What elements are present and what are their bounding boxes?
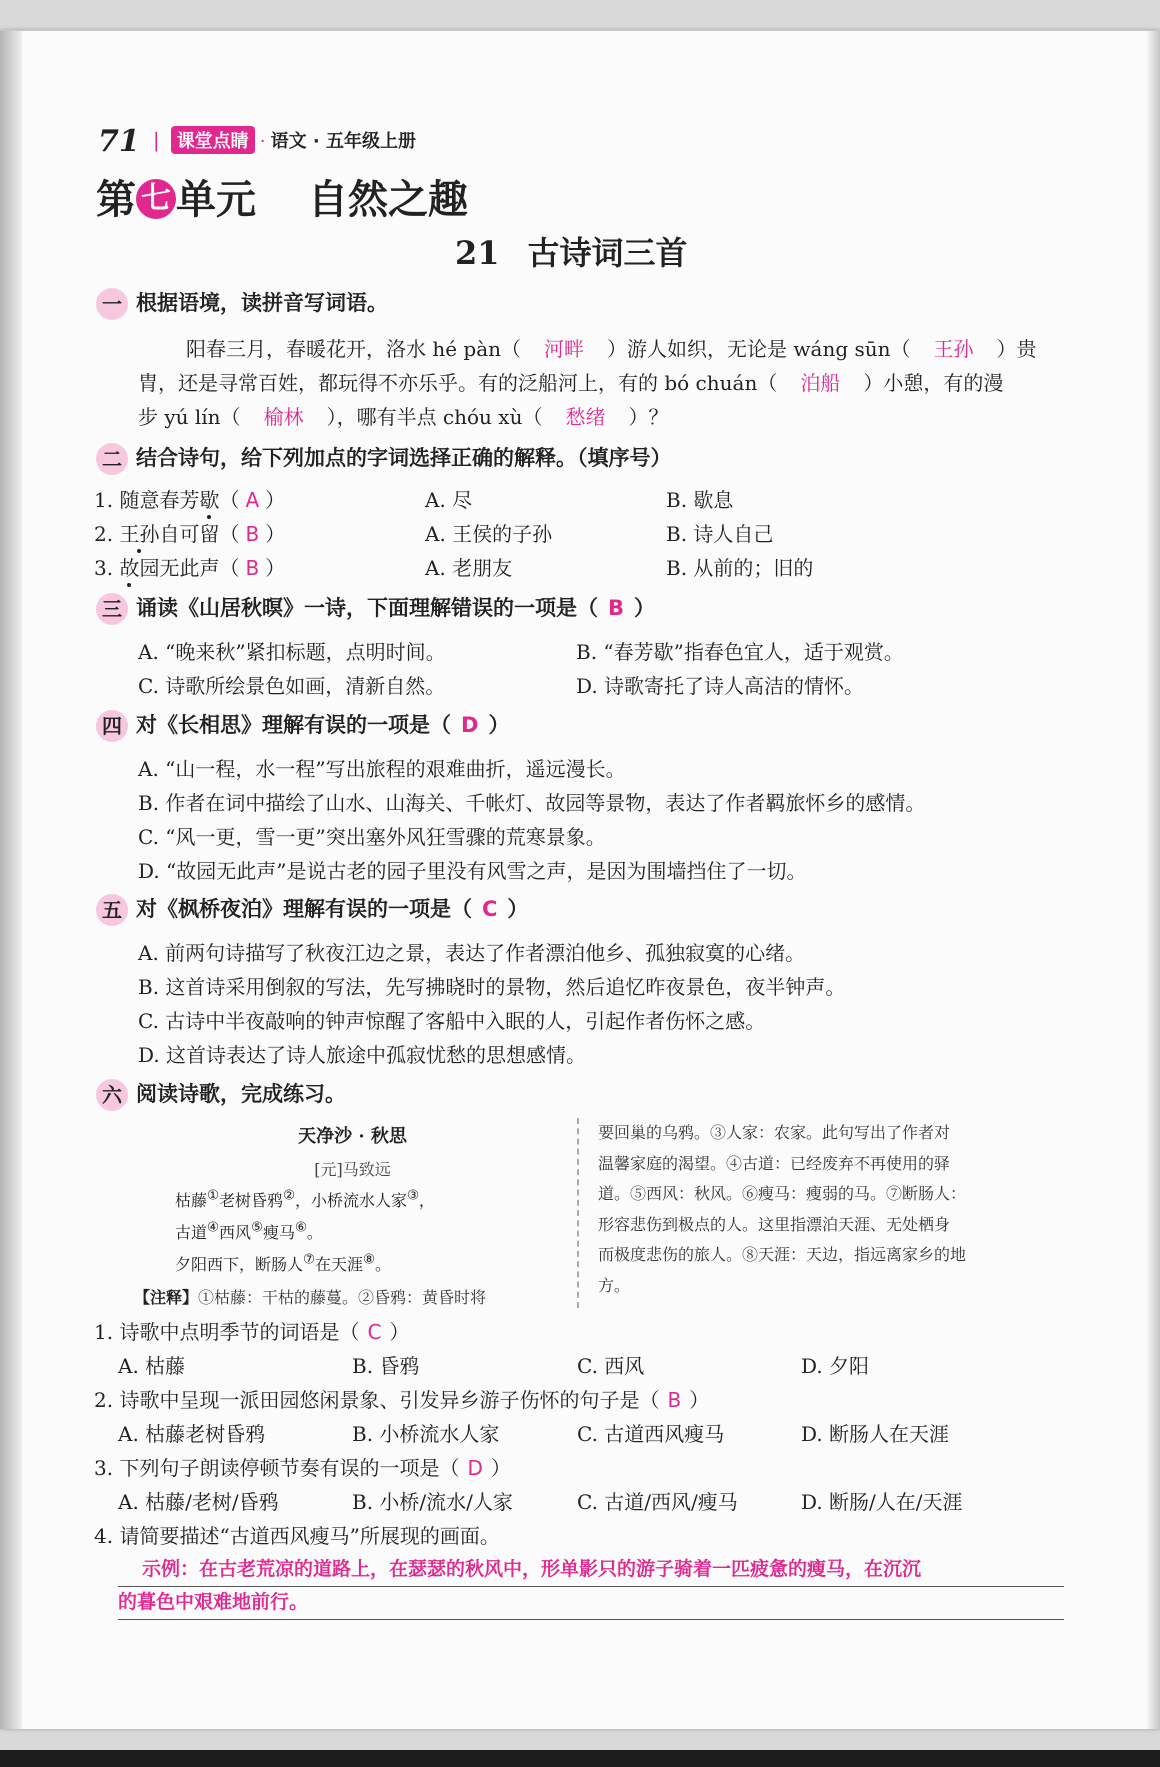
s5-answer: C [482, 897, 498, 921]
s4-option-b: B. 作者在词中描绘了山水、山海关、千帐灯、故园等景物，表达了作者羁旅怀乡的感情。 [138, 791, 926, 815]
section-6-badge: 六 [96, 1079, 128, 1111]
s2-q1-option-a: A. 尽 [425, 488, 473, 512]
s6-q1-option-a: A. 枯藤 [118, 1354, 186, 1378]
unit-number-circle: 七 [136, 179, 176, 219]
s4-option-d: D. “故园无此声”是说古老的园子里没有风雪之声，是因为围墙挡住了一切。 [138, 859, 807, 883]
s2-q3: 3. 故园无此声（ B ） [94, 552, 285, 581]
s2-q2-option-a: A. 王侯的子孙 [425, 522, 553, 546]
s2-q2-option-b: B. 诗人自己 [666, 522, 774, 546]
s2-q3-answer: B [245, 556, 260, 580]
unit-theme: 自然之趣 [308, 177, 468, 223]
poem-line-2: 古道④西风⑤瘦马⑥。 [175, 1220, 323, 1242]
s6-q1-option-b: B. 昏鸦 [352, 1354, 420, 1378]
section-1-title: 根据语境，读拼音写词语。 [136, 291, 388, 315]
s3-option-d: D. 诗歌寄托了诗人高洁的情怀。 [576, 674, 865, 698]
s2-q2: 2. 王孙自可留（ B ） [94, 518, 285, 547]
lesson-name: 古诗词三首 [527, 234, 688, 272]
section-1-line-1: 阳春三月，春暖花开，洛水 hé pàn（ 河畔 ）游人如织，无论是 wáng sūn（ 王孙 ）贵 [186, 333, 1037, 362]
header-dot: · [259, 131, 266, 152]
s5-option-b: B. 这首诗采用倒叙的写法，先写拂晓时的景物，然后追忆昨夜景色，夜半钟声。 [138, 975, 846, 999]
section-1-heading [96, 287, 388, 320]
s3-answer: B [608, 596, 625, 620]
s6-q2: 2. 诗歌中呈现一派田园悠闲景象、引发异乡游子伤怀的句子是（ B ） [94, 1388, 710, 1412]
section-1-badge: 一 [96, 288, 128, 320]
section-5-badge: 五 [96, 894, 128, 926]
section-2-heading [96, 442, 672, 475]
s3-option-a: A. “晚来秋”紧扣标题，点明时间。 [138, 640, 446, 664]
s5-option-c: C. 古诗中半夜敲响的钟声惊醒了客船中入眠的人，引起作者伤怀之感。 [138, 1009, 766, 1033]
s2-q2-answer: B [245, 522, 260, 546]
s6-q1: 1. 诗歌中点明季节的词语是（ C ） [94, 1320, 410, 1344]
s2-q1-option-b: B. 歇息 [666, 488, 734, 512]
s4-option-a: A. “山一程，水一程”写出旅程的艰难曲折，遥远漫长。 [138, 757, 626, 781]
section-6-heading [96, 1078, 346, 1111]
unit-title [96, 168, 468, 225]
section-4-heading: 四 对《长相思》理解有误的一项是（ D ） [96, 709, 509, 742]
s2-q1: 1. 随意春芳歇（ A ） [94, 484, 285, 513]
s6-q4: 4. 请简要描述“古道西风瘦马”所展现的画面。 [94, 1524, 500, 1548]
s6-q1-option-c: C. 西风 [577, 1354, 645, 1378]
poem-line-3: 夕阳西下，断肠人⑦在天涯⑧。 [175, 1252, 391, 1274]
poem-title: 天净沙 · 秋思 [298, 1126, 407, 1147]
answer-wangsun: 王孙 [933, 337, 974, 361]
s6-q3-option-d: D. 断肠/人在/天涯 [801, 1490, 963, 1514]
s2-q1-answer: A [245, 488, 260, 512]
page-number: 71 [98, 124, 140, 159]
lesson-number: 21 [455, 234, 500, 272]
section-1-line-3: 步 yú lín（ 榆林 ），哪有半点 chóu xù（ 愁绪 ）？ [138, 401, 668, 430]
s6-q2-option-d: D. 断肠人在天涯 [801, 1422, 950, 1446]
s6-q2-option-c: C. 古道西风瘦马 [577, 1422, 725, 1446]
s3-option-c: C. 诗歌所绘景色如画，清新自然。 [138, 674, 446, 698]
notes-line-1: ①枯藤：干枯的藤蔓。②昏鸦：黄昏时将 [198, 1288, 487, 1307]
s6-q4-answer-line-1: 示例：在古老荒凉的道路上，在瑟瑟的秋风中，形单影只的游子骑着一匹疲惫的瘦马，在沉沉 [118, 1554, 1064, 1587]
answer-chouxu: 愁绪 [565, 405, 606, 429]
book-title: 语文 · 五年级上册 [270, 131, 416, 152]
poem-author: [元]马致远 [314, 1160, 391, 1179]
s5-option-d: D. 这首诗表达了诗人旅途中孤寂忧愁的思想感情。 [138, 1043, 587, 1067]
bottom-bar [0, 1750, 1160, 1767]
header-separator: | [152, 128, 160, 152]
s6-q3-answer: D [467, 1456, 483, 1480]
notes-label: 【注释】 [134, 1288, 199, 1307]
section-2-badge: 二 [96, 443, 128, 475]
s6-q3-option-c: C. 古道/西风/瘦马 [577, 1490, 738, 1514]
s3-option-b: B. “春芳歇”指春色宜人，适于观赏。 [576, 640, 904, 664]
s2-q3-option-a: A. 老朋友 [425, 556, 513, 580]
s6-q4-answer-line-2: 的暮色中艰难地前行。 [118, 1587, 1064, 1620]
s6-q4-answer [118, 1554, 1064, 1620]
s6-q2-option-a: A. 枯藤老树昏鸦 [118, 1422, 266, 1446]
series-badge: 课堂点睛 [171, 126, 255, 154]
notes-divider [577, 1118, 579, 1308]
s4-answer: D [461, 713, 479, 737]
s6-q3-option-b: B. 小桥/流水/人家 [352, 1490, 513, 1514]
unit-prefix: 第 [96, 177, 136, 223]
s6-q2-option-b: B. 小桥流水人家 [352, 1422, 500, 1446]
section-1-line-2: 胄，还是寻常百姓，都玩得不亦乐乎。有的泛船河上，有的 bó chuán（ 泊船 ）小憩，有的漫 [138, 367, 1003, 396]
lesson-title [455, 228, 688, 274]
section-6-title: 阅读诗歌，完成练习。 [136, 1082, 346, 1106]
answer-bochuan: 泊船 [800, 371, 841, 395]
s6-q2-answer: B [667, 1388, 682, 1412]
poem-notes-start [134, 1285, 486, 1308]
section-4-badge: 四 [96, 710, 128, 742]
answer-hepan: 河畔 [544, 337, 585, 361]
s6-q1-option-d: D. 夕阳 [801, 1354, 870, 1378]
unit-suffix: 单元 [176, 177, 256, 223]
s6-q3: 3. 下列句子朗读停顿节奏有误的一项是（ D ） [94, 1456, 511, 1480]
answer-yulin: 榆林 [263, 405, 304, 429]
s4-option-c: C. “风一更，雪一更”突出塞外风狂雪骤的荒寒景象。 [138, 825, 606, 849]
section-3-heading: 三 诵读《山居秋暝》一诗，下面理解错误的一项是（ B ） [96, 592, 655, 625]
poem-line-1: 枯藤①老树昏鸦②，小桥流水人家③， [175, 1188, 435, 1210]
s5-option-a: A. 前两句诗描写了秋夜江边之景，表达了作者漂泊他乡、孤独寂寞的心绪。 [138, 941, 806, 965]
s6-q3-option-a: A. 枯藤/老树/昏鸦 [118, 1490, 279, 1514]
section-3-badge: 三 [96, 593, 128, 625]
page-header [98, 124, 416, 159]
s2-q3-option-b: B. 从前的；旧的 [666, 556, 814, 580]
section-2-title: 结合诗句，给下列加点的字词选择正确的解释。（填序号） [136, 446, 672, 470]
section-5-heading: 五 对《枫桥夜泊》理解有误的一项是（ C ） [96, 893, 528, 926]
notes-right: 要回巢的乌鸦。③人家：农家。此句写出了作者对 温馨家庭的渴望。④古道：已经废弃不再使用的驿 道。⑤西风：秋风。⑥瘦马：瘦弱的马。⑦断肠人： 形容悲伤到极点的人。这里指漂泊天涯、无处栖身 而极度悲伤的旅人。⑧天涯：天边，指远离家乡的地 方。 [598, 1123, 967, 1295]
s6-q1-answer: C [367, 1320, 382, 1344]
